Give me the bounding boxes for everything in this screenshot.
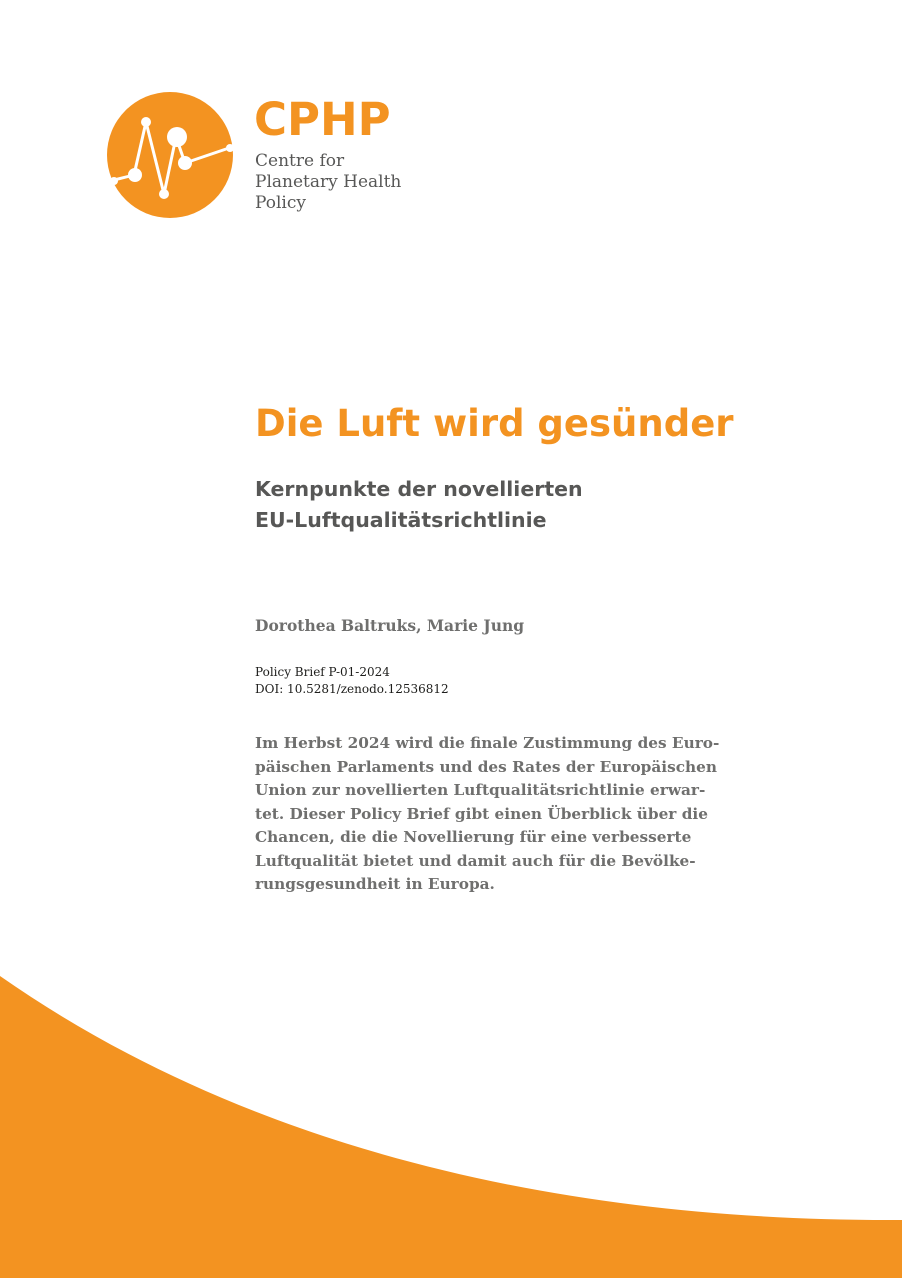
subtitle-line: EU-Luftqualitätsrichtlinie <box>255 508 547 532</box>
logo-abbreviation: CPHP <box>254 93 391 146</box>
abstract-line: Im Herbst 2024 wird die finale Zustimmung des Euro- <box>255 734 720 752</box>
logo-organization-name <box>255 151 455 214</box>
abstract-line: rungsgesundheit in Europa. <box>255 875 495 893</box>
policy-brief-number: Policy Brief P-01-2024 <box>255 665 390 679</box>
abstract <box>255 732 755 897</box>
decorative-orange-wave <box>0 940 902 1278</box>
abstract-line: päischen Parlaments und des Rates der Europäischen <box>255 757 717 776</box>
abstract-line: Union zur novellierten Luftqualitätsrichtlinie erwar- <box>255 781 706 799</box>
document-subtitle <box>255 474 583 536</box>
abstract-line: tet. Dieser Policy Brief gibt einen Überblick über die <box>255 804 708 823</box>
document-title: Die Luft wird gesünder <box>255 402 734 445</box>
subtitle-line: Kernpunkte der novellierten <box>255 477 583 501</box>
logo-name-line: Planetary Health <box>255 172 402 192</box>
authors: Dorothea Baltruks, Marie Jung <box>255 616 525 635</box>
abstract-line: Chancen, die die Novellierung für eine verbesserte <box>255 828 692 846</box>
publication-meta <box>255 664 449 698</box>
doi-reference: DOI: 10.5281/zenodo.12536812 <box>255 682 449 696</box>
network-molecule-icon <box>106 91 234 219</box>
logo-name-line: Policy <box>255 193 306 213</box>
abstract-line: Luftqualität bietet und damit auch für die Bevölke- <box>255 851 696 870</box>
logo-name-line: Centre for <box>255 151 345 171</box>
